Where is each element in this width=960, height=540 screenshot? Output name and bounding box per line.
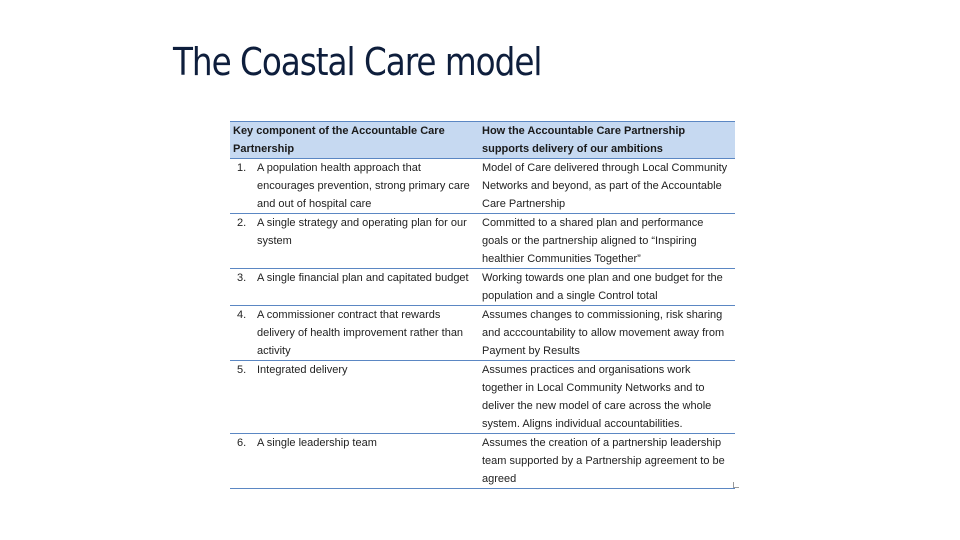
support-cell: Working towards one plan and one budget for the population and a single Control total xyxy=(479,269,735,306)
component-text: Integrated delivery xyxy=(257,364,348,376)
component-cell xyxy=(230,361,479,434)
item-number: 3. xyxy=(237,272,247,284)
component-cell xyxy=(230,306,479,361)
support-cell: Assumes changes to commissioning, risk sharing and acccountability to allow movement away from Payment by Results xyxy=(479,306,735,361)
header-key-component: Key component of the Accountable Care Partnership xyxy=(230,122,479,159)
item-number: 5. xyxy=(237,364,247,376)
component-text: A single strategy and operating plan for our system xyxy=(257,217,467,247)
component-text: A single financial plan and capitated budget xyxy=(257,272,469,284)
table-row xyxy=(230,306,735,361)
support-cell: Assumes practices and organisations work together in Local Community Networks and to deliver the new model of care across the whole system. Aligns individual accountabilities. xyxy=(479,361,735,434)
table-row xyxy=(230,269,735,306)
support-cell: Committed to a shared plan and performance goals or the partnership aligned to “Inspiring healthier Communities Together” xyxy=(479,214,735,269)
table-header-row xyxy=(230,122,735,159)
component-cell xyxy=(230,159,479,214)
component-text: A population health approach that encourages prevention, strong primary care and out of hospital care xyxy=(257,162,470,210)
item-number: 6. xyxy=(237,437,247,449)
table-row xyxy=(230,361,735,434)
item-number: 4. xyxy=(237,309,247,321)
component-cell xyxy=(230,214,479,269)
item-number: 1. xyxy=(237,162,247,174)
support-cell: Model of Care delivered through Local Community Networks and beyond, as part of the Accountable Care Partnership xyxy=(479,159,735,214)
table-row xyxy=(230,434,735,489)
component-cell xyxy=(230,269,479,306)
slide-title: The Coastal Care model xyxy=(173,40,542,84)
table-row xyxy=(230,159,735,214)
component-cell xyxy=(230,434,479,489)
table-row xyxy=(230,214,735,269)
header-how-supports: How the Accountable Care Partnership supports delivery of our ambitions xyxy=(479,122,735,159)
support-cell: Assumes the creation of a partnership leadership team supported by a Partnership agreement to be agreed xyxy=(479,434,735,489)
accountable-care-table xyxy=(230,121,735,489)
component-text: A commissioner contract that rewards delivery of health improvement rather than activity xyxy=(257,309,464,357)
component-text: A single leadership team xyxy=(257,437,377,449)
item-number: 2. xyxy=(237,217,247,229)
table-corner-mark xyxy=(733,482,739,488)
